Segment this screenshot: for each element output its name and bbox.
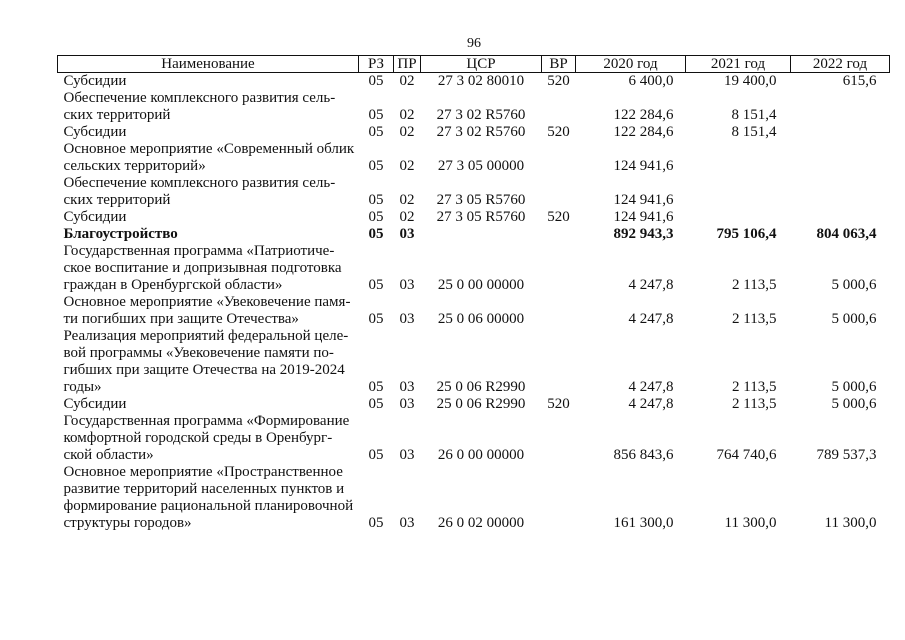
- pr-cell: 02: [399, 124, 415, 140]
- csr-cell: 25 0 06 00000: [437, 311, 525, 327]
- table-row: [58, 141, 890, 175]
- name-line: ское воспитание и допризывная подготовка: [63, 260, 342, 276]
- header-year-2020: 2020 год: [576, 56, 686, 73]
- name-line: Государственная программа «Патриотиче-: [63, 243, 335, 259]
- name-line: Основное мероприятие «Пространственное: [63, 464, 343, 480]
- name-line: годы»: [63, 379, 102, 395]
- year-2021-cell: [686, 175, 791, 209]
- name-line: ских территорий: [63, 192, 171, 208]
- year-2022-cell: 804 063,4: [816, 226, 877, 242]
- csr-cell: 27 3 02 R5760: [436, 107, 526, 123]
- header-name: Наименование: [58, 56, 359, 73]
- rz-cell: 05: [368, 447, 384, 463]
- header-vr: ВР: [542, 56, 576, 73]
- name-line: Основное мероприятие «Увековечение памя-: [63, 294, 351, 310]
- pr-cell: 02: [399, 107, 415, 123]
- year-2022-cell: 5 000,6: [831, 379, 877, 395]
- year-2022-cell: [791, 141, 890, 175]
- csr-cell: [421, 226, 542, 243]
- year-2022-cell: 5 000,6: [831, 396, 877, 412]
- table-row: [58, 328, 890, 396]
- name-cell: [58, 243, 359, 294]
- year-2020-cell: 892 943,3: [613, 226, 674, 242]
- name-line: граждан в Оренбургской области»: [63, 277, 283, 293]
- csr-cell: 25 0 00 00000: [437, 277, 525, 293]
- year-2020-cell: 122 284,6: [613, 107, 674, 123]
- rz-cell: 05: [368, 158, 384, 174]
- table-row: [58, 464, 890, 532]
- vr-cell: [542, 141, 576, 175]
- year-2022-cell: 5 000,6: [831, 311, 877, 327]
- table-row: [58, 413, 890, 464]
- year-2021-cell: 764 740,6: [716, 447, 777, 463]
- rz-cell: 05: [368, 379, 384, 395]
- year-2020-cell: 4 247,8: [628, 396, 674, 412]
- year-2021-cell: 19 400,0: [724, 73, 777, 89]
- csr-cell: 26 0 00 00000: [437, 447, 525, 463]
- header-csr: ЦСР: [421, 56, 542, 73]
- year-2020-cell: 4 247,8: [628, 311, 674, 327]
- rz-cell: 05: [368, 73, 384, 89]
- rz-cell: 05: [368, 515, 384, 531]
- csr-cell: 27 3 05 R5760: [436, 192, 526, 208]
- name-line: Субсидии: [63, 73, 127, 89]
- vr-cell: [542, 464, 576, 532]
- name-line: гибших при защите Отечества на 2019-2024: [63, 362, 345, 378]
- pr-cell: 02: [399, 158, 415, 174]
- pr-cell: 03: [399, 277, 415, 293]
- year-2020-cell: 161 300,0: [613, 515, 674, 531]
- name-line: Реализация мероприятий федеральной целе-: [63, 328, 349, 344]
- name-cell: [58, 328, 359, 396]
- page-number: 96: [467, 36, 481, 51]
- table-row: [58, 175, 890, 209]
- year-2022-cell: [791, 175, 890, 209]
- name-line: Обеспечение комплексного развития сель-: [63, 175, 336, 191]
- rz-cell: 05: [368, 107, 384, 123]
- csr-cell: 27 3 05 R5760: [436, 209, 526, 225]
- name-cell: [58, 226, 359, 243]
- budget-table: [57, 55, 890, 532]
- year-2020-cell: 856 843,6: [613, 447, 674, 463]
- year-2020-cell: 124 941,6: [613, 192, 674, 208]
- table-row: [58, 73, 890, 91]
- year-2021-cell: 11 300,0: [724, 515, 777, 531]
- header-year-2021: 2021 год: [686, 56, 791, 73]
- name-line: ской области»: [63, 447, 154, 463]
- pr-cell: 02: [399, 73, 415, 89]
- csr-cell: 27 3 05 00000: [437, 158, 525, 174]
- name-cell: [58, 464, 359, 532]
- vr-cell: [542, 328, 576, 396]
- table-row: [58, 209, 890, 226]
- pr-cell: 02: [399, 209, 415, 225]
- table-row: [58, 243, 890, 294]
- year-2022-cell: [791, 124, 890, 141]
- year-2022-cell: 11 300,0: [824, 515, 877, 531]
- vr-cell: [542, 243, 576, 294]
- name-cell: [58, 413, 359, 464]
- csr-cell: 25 0 06 R2990: [436, 379, 526, 395]
- rz-cell: 05: [368, 311, 384, 327]
- vr-cell: [542, 413, 576, 464]
- vr-cell: 520: [547, 396, 570, 412]
- table-row: [58, 294, 890, 328]
- name-line: Субсидии: [63, 209, 127, 225]
- header-year-2022: 2022 год: [791, 56, 890, 73]
- name-line: ти погибших при защите Отечества»: [63, 311, 299, 327]
- pr-cell: 03: [399, 226, 415, 242]
- name-line: развитие территорий населенных пунктов и: [63, 481, 345, 497]
- pr-cell: 03: [399, 311, 415, 327]
- year-2020-cell: 6 400,0: [628, 73, 674, 89]
- name-cell: [58, 90, 359, 124]
- csr-cell: 27 3 02 80010: [437, 73, 525, 89]
- vr-cell: [542, 175, 576, 209]
- year-2020-cell: 4 247,8: [628, 379, 674, 395]
- rz-cell: 05: [368, 226, 384, 242]
- name-line: комфортной городской среды в Оренбург-: [63, 430, 333, 446]
- csr-cell: 27 3 02 R5760: [436, 124, 526, 140]
- year-2022-cell: 5 000,6: [831, 277, 877, 293]
- pr-cell: 03: [399, 396, 415, 412]
- name-cell: [58, 396, 359, 413]
- year-2020-cell: 124 941,6: [613, 209, 674, 225]
- year-2021-cell: 8 151,4: [731, 124, 777, 140]
- rz-cell: 05: [368, 277, 384, 293]
- year-2021-cell: 8 151,4: [731, 107, 777, 123]
- vr-cell: [542, 294, 576, 328]
- year-2021-cell: 795 106,4: [716, 226, 777, 242]
- rz-cell: 05: [368, 209, 384, 225]
- name-cell: [58, 294, 359, 328]
- table-row: [58, 396, 890, 413]
- table-body: [58, 73, 890, 533]
- year-2021-cell: 2 113,5: [732, 311, 777, 327]
- table-row: [58, 226, 890, 243]
- csr-cell: 26 0 02 00000: [437, 515, 525, 531]
- name-line: Благоустройство: [63, 226, 178, 242]
- header-pr: ПР: [394, 56, 421, 73]
- year-2022-cell: 789 537,3: [816, 447, 877, 463]
- csr-cell: 25 0 06 R2990: [436, 396, 526, 412]
- table-header-row: [58, 56, 890, 73]
- year-2022-cell: 615,6: [842, 73, 877, 89]
- rz-cell: 05: [368, 124, 384, 140]
- name-line: ских территорий: [63, 107, 171, 123]
- year-2022-cell: [791, 209, 890, 226]
- name-cell: [58, 209, 359, 226]
- name-cell: [58, 141, 359, 175]
- header-rz: РЗ: [359, 56, 394, 73]
- vr-cell: 520: [547, 73, 570, 89]
- name-line: Государственная программа «Формирование: [63, 413, 350, 429]
- pr-cell: 03: [399, 447, 415, 463]
- name-line: Обеспечение комплексного развития сель-: [63, 90, 336, 106]
- rz-cell: 05: [368, 396, 384, 412]
- year-2021-cell: 2 113,5: [732, 396, 777, 412]
- vr-cell: 520: [547, 124, 570, 140]
- table-row: [58, 124, 890, 141]
- name-cell: [58, 124, 359, 141]
- pr-cell: 03: [399, 515, 415, 531]
- year-2022-cell: [791, 90, 890, 124]
- vr-cell: [542, 226, 576, 243]
- year-2020-cell: 4 247,8: [628, 277, 674, 293]
- year-2020-cell: 122 284,6: [613, 124, 674, 140]
- name-cell: [58, 175, 359, 209]
- name-line: Субсидии: [63, 124, 127, 140]
- name-line: Основное мероприятие «Современный облик: [63, 141, 355, 157]
- pr-cell: 03: [399, 379, 415, 395]
- name-line: Субсидии: [63, 396, 127, 412]
- pr-cell: 02: [399, 192, 415, 208]
- vr-cell: 520: [547, 209, 570, 225]
- year-2021-cell: [686, 141, 791, 175]
- name-line: формирование рациональной планировочной: [63, 498, 354, 514]
- name-cell: [58, 73, 359, 91]
- name-line: структуры городов»: [63, 515, 192, 531]
- year-2021-cell: 2 113,5: [732, 379, 777, 395]
- vr-cell: [542, 90, 576, 124]
- rz-cell: 05: [368, 192, 384, 208]
- name-line: вой программы «Увековечение памяти по-: [63, 345, 334, 361]
- year-2021-cell: [686, 209, 791, 226]
- name-line: сельских территорий»: [63, 158, 206, 174]
- table-row: [58, 90, 890, 124]
- year-2021-cell: 2 113,5: [732, 277, 777, 293]
- year-2020-cell: 124 941,6: [613, 158, 674, 174]
